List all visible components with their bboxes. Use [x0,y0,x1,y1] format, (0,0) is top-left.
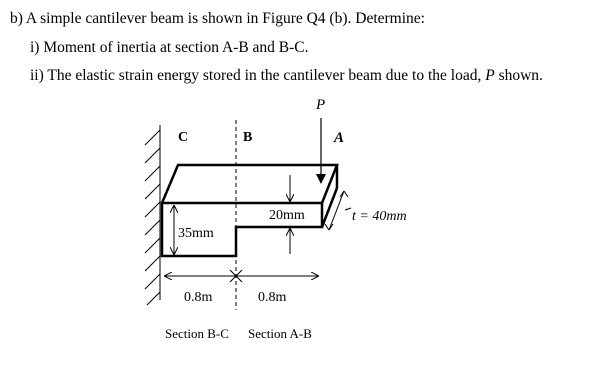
question-line-2: i) Moment of inertia at section A-B and B-C. [30,39,309,56]
beam-body [162,165,337,256]
section-bc-label: Section B-C [165,326,229,341]
section-ab-label: Section A-B [248,326,312,341]
thickness-label: t = 40mm [352,209,407,224]
length-bc-label: 0.8m [184,290,213,305]
question-line-3-prefix: ii) The elastic strain energy stored in the cantilever beam due to the load, [30,67,486,84]
point-b-label: B [243,130,253,145]
load-variable: P [485,67,495,84]
depth-bc-label: 35mm [178,226,214,241]
question-line-3-suffix: shown. [494,67,543,84]
point-c-label: C [178,130,189,145]
fixed-support [145,125,160,305]
question-line-1: b) A simple cantilever beam is shown in Figure Q4 (b). Determine: [10,10,425,27]
depth-ab-label: 20mm [269,208,305,223]
point-a-label: A [334,130,345,146]
length-ab-label: 0.8m [258,290,287,305]
length-dimension [165,270,318,282]
load-label: P [316,97,326,113]
